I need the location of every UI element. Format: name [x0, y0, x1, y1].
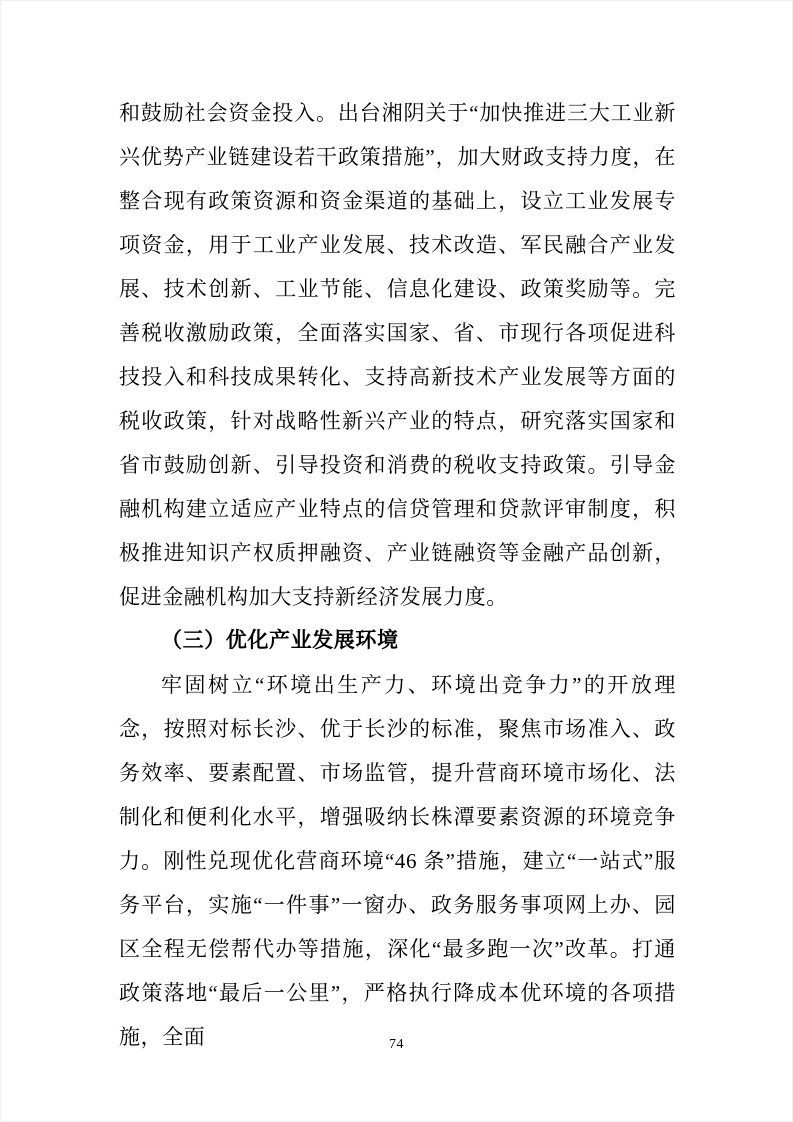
page-content	[119, 91, 676, 1059]
paragraph-continuation: 和鼓励社会资金投入。出台湘阴关于“加快推进三大工业新兴优势产业链建设若干政策措施”，加大财政支持力度，在整合现有政策资源和资金渠道的基础上，设立工业发展专项资金，用于工业产业发展、技术改造、军民融合产业发展、技术创新、工业节能、信息化建设、政策奖励等。完善税收激励政策，全面落实国家、省、市现行各项促进科技投入和科技成果转化、支持高新技术产业发展等方面的税收政策，针对战略性新兴产业的特点，研究落实国家和省市鼓励创新、引导投资和消费的税收支持政策。引导金融机构建立适应产业特点的信贷管理和贷款评审制度，积极推进知识产权质押融资、产业链融资等金融产品创新，促进金融机构加大支持新经济发展力度。	[119, 101, 676, 609]
page-number: 74	[389, 1037, 404, 1052]
paragraph-body: 牢固树立“环境出生产力、环境出竞争力”的开放理念，按照对标长沙、优于长沙的标准，聚焦市场准入、政务效率、要素配置、市场监管，提升营商环境市场化、法制化和便利化水平，增强吸纳长株潭要素资源的环境竞争力。刚性兑现优化营商环境“46 条”措施，建立“一站式”服务平台，实施“一件事”一窗办、政务服务事项网上办、园区全程无偿帮代办等措施，深化“最多跑一次”改革。打通政策落地“最后一公里”，严格执行降成本优环境的各项措施，全面	[119, 673, 676, 1049]
section-heading: （三）优化产业发展环境	[161, 629, 399, 652]
